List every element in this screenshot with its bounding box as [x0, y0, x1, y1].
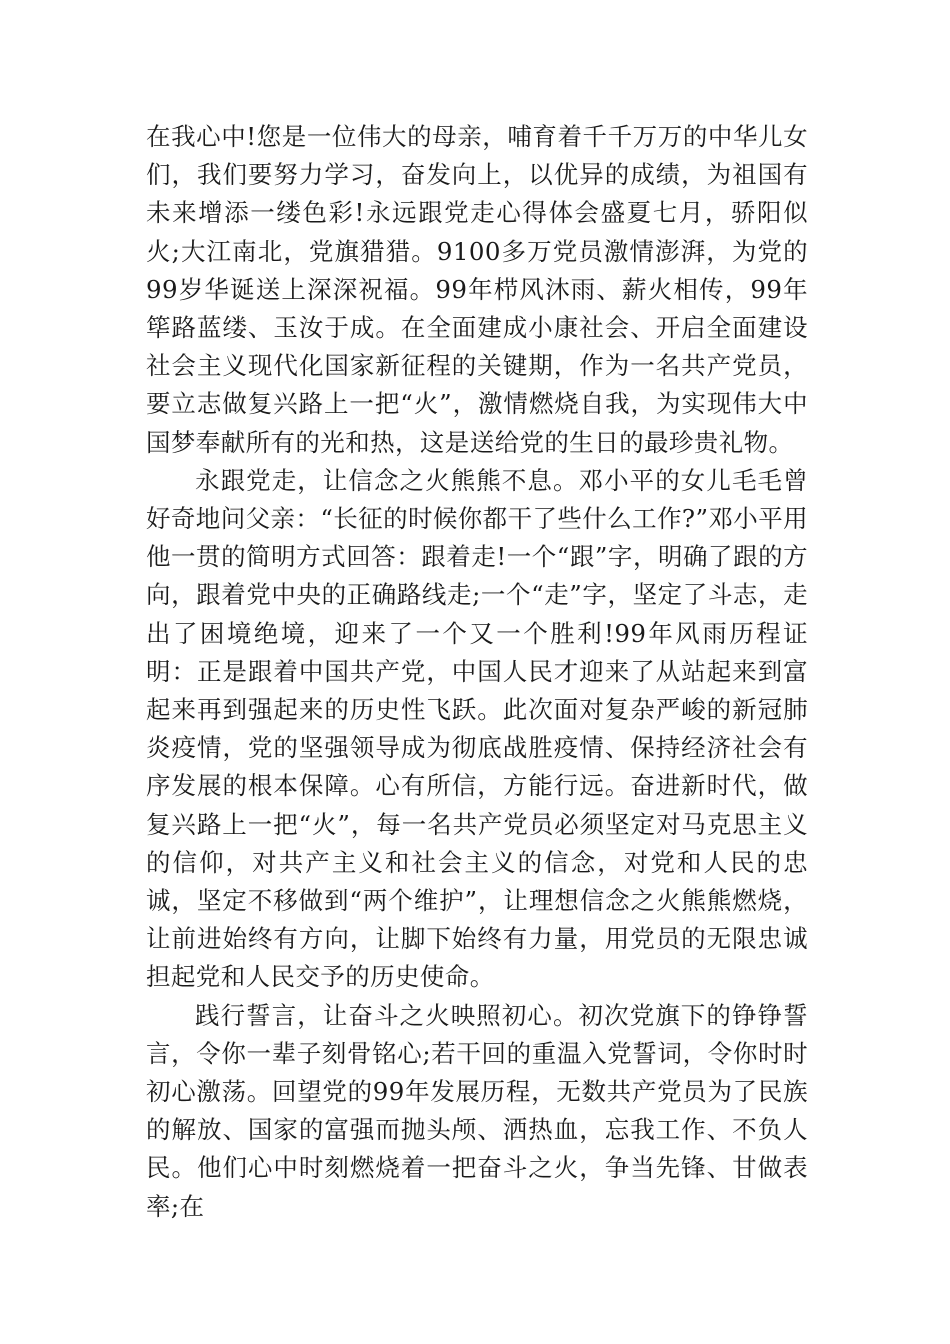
paragraph-3: 践行誓言，让奋斗之火映照初心。初次党旗下的铮铮誓言，令你一辈子刻骨铭心;若干回的重温入党誓词，令你时时初心激荡。回望党的99年发展历程，无数共产党员为了民族的解放、国家的富强而抛头颅、洒热血，忘我工作、不负人民。他们心中时刻燃烧着一把奋斗之火，争当先锋、甘做表率;在	[146, 1000, 808, 1221]
paragraph-2: 永跟党走，让信念之火熊熊不息。邓小平的女儿毛毛曾好奇地问父亲：“长征的时候你都干了些什么工作?”邓小平用他一贯的简明方式回答：跟着走!一个“跟”字，明确了跟的方向，跟着党中央的正确路线走;一个“走”字，坚定了斗志，走出了困境绝境，迎来了一个又一个胜利!99年风雨历程证明：正是跟着中国共产党，中国人民才迎来了从站起来到富起来再到强起来的历史性飞跃。此次面对复杂严峻的新冠肺炎疫情，党的坚强领导成为彻底战胜疫情、保持经济社会有序发展的根本保障。心有所信，方能行远。奋进新时代，做复兴路上一把“火”，每一名共产党员必须坚定对马克思主义的信仰，对共产主义和社会主义的信念，对党和人民的忠诚，坚定不移做到“两个维护”，让理想信念之火熊熊燃烧，让前进始终有方向，让脚下始终有力量，用党员的无限忠诚担起党和人民交予的历史使命。	[146, 465, 808, 992]
paragraph-1: 在我心中!您是一位伟大的母亲，哺育着千千万万的中华儿女们，我们要努力学习，奋发向上，以优异的成绩，为祖国有未来增添一缕色彩!永远跟党走心得体会盛夏七月，骄阳似火;大江南北，党旗猎猎。9100多万党员激情澎湃，为党的99岁华诞送上深深祝福。99年栉风沐雨、薪火相传，99年筚路蓝缕、玉汝于成。在全面建成小康社会、开启全面建设社会主义现代化国家新征程的关键期，作为一名共产党员，要立志做复兴路上一把“火”，激情燃烧自我，为实现伟大中国梦奉献所有的光和热，这是送给党的生日的最珍贵礼物。	[146, 122, 808, 457]
document-body	[146, 118, 808, 1226]
